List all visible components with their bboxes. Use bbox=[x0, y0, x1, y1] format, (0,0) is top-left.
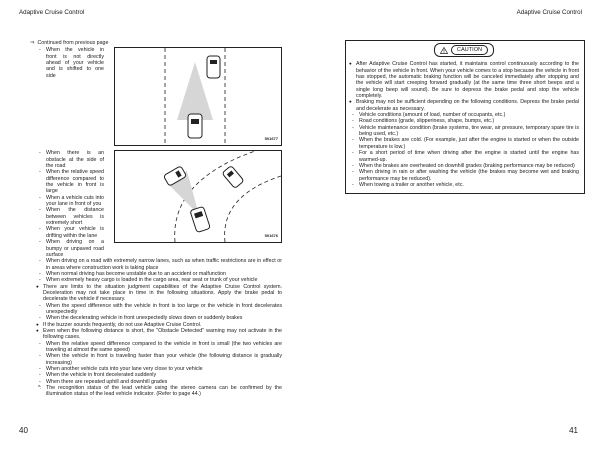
bullet-limits: ● There are limits to the situation judgment capabilities of the Adaptive Cruise Control system. Deceleration may not take place in time in the following situations. Apply the brake pedal to decelerate the vehicle if necessary. bbox=[36, 284, 282, 303]
front-vehicle-icon bbox=[207, 56, 220, 78]
caution-bullet: ● Braking may not be sufficient depending on the following conditions. Depress the brake pedal and decelerate as necessary. bbox=[349, 99, 579, 112]
caution-bullet: ● After Adaptive Cruise Control has started, it maintains control continuously according to the behavior of the vehicle in front. When your vehicle comes to a stop because the vehicle in front has stopped, the automatic braking function will be canceled immediately after stopping and the vehicle will start creeping forward gradually (at the same time three short beeps and a single long beep will sound). Be sure to depress the brake pedal and stop the vehicle completely. bbox=[349, 61, 579, 99]
warning-triangle-icon bbox=[440, 47, 448, 54]
list-item: - When there are repeated uphill and downhill grades bbox=[36, 379, 282, 385]
caution-label-box bbox=[434, 43, 494, 57]
caution-heading bbox=[349, 43, 579, 57]
list-item: - When the distance between vehicles is extremely short bbox=[36, 207, 104, 226]
list-item: - When extremely heavy cargo is loaded in the cargo area, rear seat or trunk of your vehicle bbox=[36, 277, 282, 283]
list-item: - When normal driving has become unstable due to an accident or malfunction bbox=[36, 271, 282, 277]
figure-code: 501676 bbox=[264, 233, 278, 238]
left-page bbox=[30, 40, 282, 398]
list-item: - When the relative speed difference compared to the vehicle in front is large bbox=[36, 169, 104, 194]
continued-note bbox=[30, 40, 282, 46]
list-item: - Vehicle maintenance condition (brake systems, tire wear, air pressure, temporary spare tire is being used, etc.) bbox=[349, 125, 579, 138]
list-item: - When driving on a bumpy or unpaved road surface bbox=[36, 239, 104, 258]
bullet-obstacle: ● Even when the following distance is short, the "Obstacle Detected" warning may not activate in the following cases. bbox=[36, 328, 282, 341]
list-item: - When your vehicle is drifting within the lane bbox=[36, 226, 104, 239]
curve-road-diagram bbox=[115, 151, 281, 242]
offset-vehicle-diagram bbox=[115, 48, 281, 145]
continued-text: Continued from previous page bbox=[37, 40, 109, 46]
arrow-right-icon: ⇒ bbox=[30, 40, 35, 46]
figure-row-2 bbox=[36, 150, 282, 258]
figure-curve-road bbox=[114, 150, 282, 243]
header-left-title: Adaptive Cruise Control bbox=[19, 9, 85, 16]
list-item: - When another vehicle cuts into your lane very close to your vehicle bbox=[36, 366, 282, 372]
list-item: - When there is an obstacle at the side of the road bbox=[36, 150, 104, 169]
list-item: - When the speed difference with the vehicle in front is too large or the vehicle in front decelerates unexpectedly bbox=[36, 303, 282, 316]
list-item: - When the brakes are overheated on downhill grades (braking performance may be reduced) bbox=[349, 163, 579, 169]
list-item: - When driving on a road with extremely narrow lanes, such as when traffic restrictions are in effect or in areas where construction work is taking place bbox=[36, 258, 282, 271]
list-item: - When towing a trailer or another vehicle, etc. bbox=[349, 182, 579, 188]
list-item: - When the brakes are cold. (For example, just after the engine is started or when the outside temperature is low.) bbox=[349, 137, 579, 150]
caution-label: CAUTION bbox=[451, 45, 488, 55]
list-item: - When a vehicle cuts into your lane in front of you bbox=[36, 195, 104, 208]
own-vehicle-icon bbox=[190, 207, 210, 233]
list-item: - Vehicle conditions (amount of load, number of occupants, etc.) bbox=[349, 112, 579, 118]
bullet-buzzer: ● If the buzzer sounds frequently, do not use Adaptive Cruise Control. bbox=[36, 322, 282, 328]
list-item: - When the vehicle in front decelerated suddenly bbox=[36, 372, 282, 378]
list-item: - Road conditions (grade, slipperiness, shape, bumps, etc.) bbox=[349, 118, 579, 124]
figure-text-1 bbox=[36, 47, 104, 79]
list-item: - When the vehicle in front is not directly ahead of your vehicle and is shifted to one side bbox=[36, 47, 104, 79]
own-vehicle-icon bbox=[188, 114, 202, 138]
figure-text-2 bbox=[36, 150, 104, 258]
list-item: - When the vehicle in front is traveling faster than your vehicle (the following distance is gradually increasing) bbox=[36, 353, 282, 366]
right-page bbox=[345, 40, 585, 194]
list-item: - When the decelerating vehicle in front unexpectedly slows down or suddenly brakes bbox=[36, 315, 282, 321]
page-number-right: 41 bbox=[569, 426, 578, 435]
caution-box bbox=[345, 40, 585, 194]
list-item: - For a short period of time when driving after the engine is started until the engine has warmed-up. bbox=[349, 150, 579, 163]
list-item: - When the relative speed difference compared to the vehicle in front is small (the two vehicles are traveling at almost the same speed) bbox=[36, 341, 282, 354]
page-number-left: 40 bbox=[19, 426, 28, 435]
list-item: - When driving in rain or after washing the vehicle (the brakes may become wet and braking performance may be reduced). bbox=[349, 169, 579, 182]
footnote: *: The recognition status of the lead vehicle using the stereo camera can be confirmed by the illumination status of the lead vehicle indicator. (Refer to page 44.) bbox=[36, 385, 282, 398]
figure-code: 501677 bbox=[264, 136, 278, 141]
header-right-title: Adaptive Cruise Control bbox=[516, 9, 582, 16]
figure-offset-vehicle bbox=[114, 47, 282, 146]
front-vehicle-icon bbox=[222, 166, 244, 189]
figure-row-1 bbox=[36, 47, 282, 146]
